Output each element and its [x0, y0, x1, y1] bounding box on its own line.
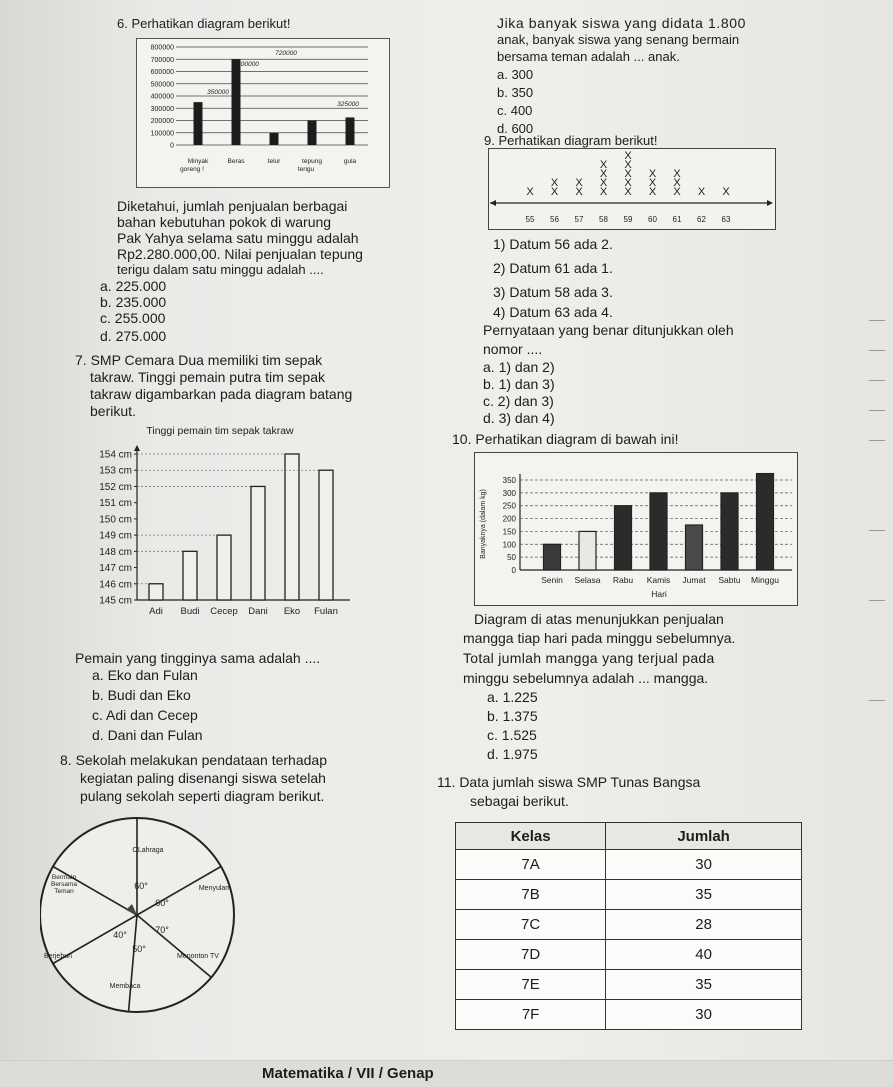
- q9-x-mark: X: [648, 186, 657, 198]
- q9-question-line-2: nomor ....: [483, 341, 543, 357]
- q7-category-label: Eko: [283, 606, 301, 617]
- q6-category-label: terigu: [297, 166, 315, 173]
- q7-chart-title: Tinggi pemain tim sepak takraw: [146, 425, 294, 437]
- q6-bar: [308, 121, 317, 146]
- footer-text: Matematika / VII / Genap: [262, 1065, 434, 1082]
- q6-category-label: Beras: [227, 158, 245, 165]
- q6-category-label: Minyak: [187, 158, 209, 165]
- q9-option-b: b. 1) dan 3): [483, 376, 555, 392]
- q10-bar: [686, 525, 703, 570]
- table-row: [456, 910, 802, 940]
- q8-text-line-2: kegiatan paling disenangi siswa setelah: [80, 770, 326, 786]
- q9-x-mark: X: [624, 168, 632, 180]
- q9-statement-1: 1) Datum 56 ada 2.: [493, 236, 613, 252]
- q10-category-label: Minggu: [751, 575, 779, 585]
- q10-y-tick-label: 0: [511, 566, 516, 575]
- table-row: [456, 850, 802, 880]
- q10-bar: [721, 493, 738, 570]
- q11-cell-kelas: 7C: [456, 910, 606, 940]
- q10-option-a: a. 1.225: [487, 689, 538, 705]
- q8-category-label: Berjebun: [43, 953, 73, 960]
- q7-y-tick-label: 154 cm: [99, 449, 132, 461]
- q7-bar: [285, 454, 299, 600]
- q10-text-line-2: mangga tiap hari pada minggu sebelumnya.: [463, 630, 736, 646]
- right-top-option-b: b. 350: [497, 85, 534, 100]
- q9-tick-label: 62: [697, 215, 706, 224]
- q6-y-tick-label: 0: [170, 142, 174, 150]
- q10-category-label: Sabtu: [718, 575, 741, 585]
- q6-y-tick-label: 200000: [150, 118, 174, 125]
- q9-x-mark: X: [697, 186, 706, 198]
- margin-line: [869, 440, 885, 441]
- q7-y-tick-label: 145 cm: [99, 595, 132, 607]
- q8-angle-label: 70°: [155, 925, 169, 935]
- q9-x-mark: X: [526, 186, 534, 198]
- q9-tick-label: 58: [599, 215, 608, 224]
- q10-y-tick-label: 150: [502, 527, 516, 537]
- q8-category-label: Bermain: [51, 874, 77, 881]
- q9-statement-4: 4) Datum 63 ada 4.: [493, 304, 613, 320]
- q11-cell-kelas: 7A: [456, 850, 606, 880]
- q11-cell-kelas: 7B: [456, 880, 606, 910]
- q9-x-mark: X: [599, 159, 608, 171]
- table-row: [456, 940, 802, 970]
- q9-tick-label: 55: [525, 215, 535, 224]
- margin-line: [869, 530, 885, 531]
- q9-heading: 9. Perhatikan diagram berikut!: [484, 133, 658, 148]
- q6-text-line-1: Diketahui, jumlah penjualan berbagai: [117, 198, 348, 214]
- q6-option-a: a. 225.000: [100, 278, 167, 294]
- q10-bar: [650, 493, 667, 570]
- q6-y-tick-label: 500000: [150, 81, 174, 89]
- q8-text-line-3: pulang sekolah seperti diagram berikut.: [80, 788, 325, 804]
- q6-bar: [346, 117, 355, 145]
- q11-header-kelas: Kelas: [456, 823, 606, 850]
- q7-y-tick-label: 146 cm: [99, 579, 132, 591]
- q10-chart-frame: [475, 453, 798, 606]
- q6-heading: 6. Perhatikan diagram berikut!: [117, 16, 291, 31]
- q9-question-line-1: Pernyataan yang benar ditunjukkan oleh: [483, 322, 734, 338]
- q11-cell-jumlah: 40: [606, 940, 802, 970]
- q6-value-label: 350000: [207, 89, 229, 96]
- q6-bar: [232, 59, 241, 145]
- q6-category-label: gula: [343, 158, 357, 165]
- q6-bar: [194, 102, 203, 145]
- q6-text-line-2: bahan kebutuhan pokok di warung: [117, 214, 332, 230]
- q10-option-d: d. 1.975: [487, 746, 538, 762]
- q8-category-label: Menyulam: [198, 885, 232, 892]
- q7-y-tick-label: 149 cm: [99, 530, 132, 542]
- q10-bar: [579, 531, 596, 570]
- q9-x-mark: X: [673, 168, 681, 180]
- q6-y-tick-label: 100000: [150, 130, 174, 138]
- page-footer: [0, 1060, 893, 1087]
- q9-tick-label: 59: [623, 215, 633, 224]
- table-row: [456, 970, 802, 1000]
- q10-text-line-1: Diagram di atas menunjukkan penjualan: [474, 611, 724, 627]
- q8-category-label: Membaca: [109, 983, 141, 990]
- right-top-option-a: a. 300: [497, 67, 534, 82]
- q6-text-line-5: terigu dalam satu minggu adalah ....: [117, 262, 324, 277]
- q11-table: [455, 822, 802, 1030]
- q10-bar: [544, 544, 561, 570]
- q9-x-mark: X: [673, 177, 681, 189]
- q6-text-line-4: Rp2.280.000,00. Nilai penjualan tepung: [117, 246, 363, 262]
- q10-y-tick-label: 50: [507, 553, 516, 563]
- q9-x-mark: X: [722, 186, 730, 198]
- q9-tick-label: 57: [574, 215, 584, 224]
- q7-option-d: d. Dani dan Fulan: [92, 727, 203, 743]
- q7-y-tick-label: 148 cm: [99, 546, 132, 558]
- q7-question: Pemain yang tingginya sama adalah ....: [75, 650, 321, 666]
- q11-cell-kelas: 7D: [456, 940, 606, 970]
- q7-y-axis-arrow: [134, 445, 140, 451]
- q9-tick-label: 60: [648, 215, 657, 224]
- q6-bar: [270, 133, 279, 145]
- q9-statement-3: 3) Datum 58 ada 3.: [493, 284, 613, 300]
- q11-text-line-2: sebagai berikut.: [470, 793, 569, 809]
- q11-cell-jumlah: 28: [606, 910, 802, 940]
- margin-line: [869, 600, 885, 601]
- q10-text-line-4: minggu sebelumnya adalah ... mangga.: [463, 670, 709, 686]
- q6-y-tick-label: 400000: [150, 93, 174, 101]
- right-top-text-line-1: Jika banyak siswa yang didata 1.800: [497, 15, 747, 31]
- q11-cell-kelas: 7F: [456, 1000, 606, 1030]
- q8-angle-label: 60°: [134, 881, 148, 891]
- q7-text-line-3: takraw digambarkan pada diagram batang: [90, 386, 353, 402]
- q10-y-axis-label: Banyaknya (dalam kg): [480, 489, 487, 559]
- q11-cell-jumlah: 35: [606, 880, 802, 910]
- q10-bar-chart: [474, 452, 798, 606]
- q7-bar-chart: [75, 420, 365, 638]
- q7-text-line-1: 7. SMP Cemara Dua memiliki tim sepak: [75, 352, 323, 368]
- q6-text-line-3: Pak Yahya selama satu minggu adalah: [117, 230, 359, 246]
- q10-y-tick-label: 300: [502, 488, 516, 498]
- q6-chart-frame: [137, 39, 390, 188]
- margin-line: [869, 350, 885, 351]
- q10-bar: [757, 474, 774, 570]
- q8-category-label: Bersama: [50, 881, 78, 888]
- q10-y-tick-label: 350: [502, 476, 516, 485]
- q9-x-mark: X: [599, 168, 608, 180]
- q11-text-line-1: 11. Data jumlah siswa SMP Tunas Bangsa: [437, 774, 701, 790]
- q10-y-tick-label: 250: [502, 501, 516, 511]
- q8-category-label: Menonton TV: [177, 953, 219, 960]
- right-top-option-c: c. 400: [497, 103, 533, 118]
- q10-bar: [615, 506, 632, 570]
- q6-value-label: 600000: [237, 61, 259, 68]
- q9-x-mark: X: [648, 168, 657, 180]
- margin-line: [869, 410, 885, 411]
- q10-text-line-3: Total jumlah mangga yang terjual pada: [463, 650, 715, 666]
- q8-pie-chart: [40, 812, 245, 1017]
- q8-angle-label: 40°: [113, 930, 127, 940]
- q9-x-mark: X: [648, 177, 657, 189]
- q6-option-b: b. 235.000: [100, 294, 167, 310]
- q6-category-label: telur: [267, 158, 281, 165]
- q8-angle-label: 60°: [155, 898, 169, 908]
- q9-x-mark: X: [624, 177, 632, 189]
- q10-category-label: Rabu: [612, 575, 634, 585]
- q7-option-b: b. Budi dan Eko: [92, 687, 191, 703]
- q11-cell-jumlah: 30: [606, 1000, 802, 1030]
- right-top-text-line-3: bersama teman adalah ... anak.: [497, 49, 680, 64]
- table-row: [456, 1000, 802, 1030]
- q9-option-a: a. 1) dan 2): [483, 359, 555, 375]
- q11-cell-jumlah: 35: [606, 970, 802, 1000]
- q11-table-header-row: [456, 823, 802, 850]
- q10-category-label: Senin: [541, 575, 563, 585]
- q8-angle-label: 50°: [132, 944, 146, 954]
- q9-tick-label: 56: [550, 215, 559, 224]
- q9-dot-plot: [488, 148, 776, 230]
- q10-option-b: b. 1.375: [487, 708, 538, 724]
- q7-option-a: a. Eko dan Fulan: [92, 667, 198, 683]
- q9-tick-label: 61: [672, 215, 682, 224]
- q7-bar: [149, 584, 163, 600]
- q7-y-tick-label: 151 cm: [99, 498, 132, 510]
- q6-category-label: tepung: [302, 158, 322, 165]
- right-top-option-d: d. 600: [497, 121, 534, 136]
- q9-x-mark: X: [624, 186, 632, 198]
- q9-tick-label: 63: [721, 215, 731, 224]
- q7-category-label: Budi: [180, 606, 200, 617]
- q7-category-label: Adi: [149, 606, 163, 617]
- q6-bar-chart: [136, 38, 390, 188]
- margin-line: [869, 320, 885, 321]
- q7-y-tick-label: 150 cm: [99, 514, 132, 526]
- q6-y-tick-label: 800000: [150, 44, 174, 52]
- q7-y-tick-label: 147 cm: [99, 563, 132, 575]
- q7-text-line-2: takraw. Tinggi pemain putra tim sepak: [90, 369, 326, 385]
- q9-x-mark: X: [575, 177, 583, 189]
- q9-option-c: c. 2) dan 3): [483, 393, 554, 409]
- q9-x-mark: X: [624, 150, 632, 162]
- table-row: [456, 880, 802, 910]
- q6-option-d: d. 275.000: [100, 328, 167, 344]
- q7-category-label: Dani: [248, 606, 268, 617]
- q6-y-tick-label: 600000: [150, 69, 174, 76]
- q10-option-c: c. 1.525: [487, 727, 537, 743]
- q11-cell-jumlah: 30: [606, 850, 802, 880]
- q8-category-label: OLahraga: [132, 847, 164, 854]
- q6-y-tick-label: 300000: [150, 105, 174, 113]
- q7-bar: [217, 535, 231, 600]
- q9-x-mark: X: [575, 186, 583, 198]
- margin-line: [869, 380, 885, 381]
- q10-heading: 10. Perhatikan diagram di bawah ini!: [452, 431, 679, 447]
- q6-option-c: c. 255.000: [100, 310, 166, 326]
- q6-value-label: 720000: [275, 50, 297, 57]
- q7-y-tick-label: 153 cm: [99, 465, 132, 477]
- q10-category-label: Selasa: [574, 575, 601, 585]
- q9-x-mark: X: [673, 186, 681, 198]
- q11-header-jumlah: Jumlah: [606, 823, 802, 850]
- q9-x-mark: X: [599, 177, 608, 189]
- q8-category-label: Teman: [54, 888, 74, 895]
- q9-option-d: d. 3) dan 4): [483, 410, 555, 426]
- q10-y-tick-label: 100: [502, 540, 516, 550]
- q7-y-tick-label: 152 cm: [99, 481, 132, 493]
- q8-text-line-1: 8. Sekolah melakukan pendataan terhadap: [60, 752, 327, 768]
- q9-statement-2: 2) Datum 61 ada 1.: [493, 260, 613, 276]
- q7-category-label: Cecep: [210, 606, 238, 617]
- q10-category-label: Kamis: [646, 575, 671, 585]
- q7-bar: [251, 486, 265, 600]
- q10-category-label: Jumat: [682, 575, 706, 585]
- q7-category-label: Fulan: [314, 606, 338, 617]
- q7-text-line-4: berikut.: [90, 403, 136, 419]
- q11-cell-kelas: 7E: [456, 970, 606, 1000]
- q6-y-tick-label: 700000: [150, 56, 174, 64]
- q10-x-axis-label: Hari: [651, 589, 667, 599]
- q9-x-mark: X: [599, 186, 608, 198]
- right-top-text-line-2: anak, banyak siswa yang senang bermain: [497, 32, 740, 47]
- q6-value-label: 325000: [337, 101, 359, 108]
- q9-x-mark: X: [550, 177, 559, 189]
- q9-x-mark: X: [550, 186, 559, 198]
- q6-category-label: goreng !: [180, 166, 204, 173]
- q7-bar: [319, 470, 333, 600]
- q7-bar: [183, 551, 197, 600]
- q7-option-c: c. Adi dan Cecep: [92, 707, 198, 723]
- q9-x-mark: X: [624, 159, 632, 171]
- q10-y-tick-label: 200: [502, 514, 516, 524]
- margin-line: [869, 700, 885, 701]
